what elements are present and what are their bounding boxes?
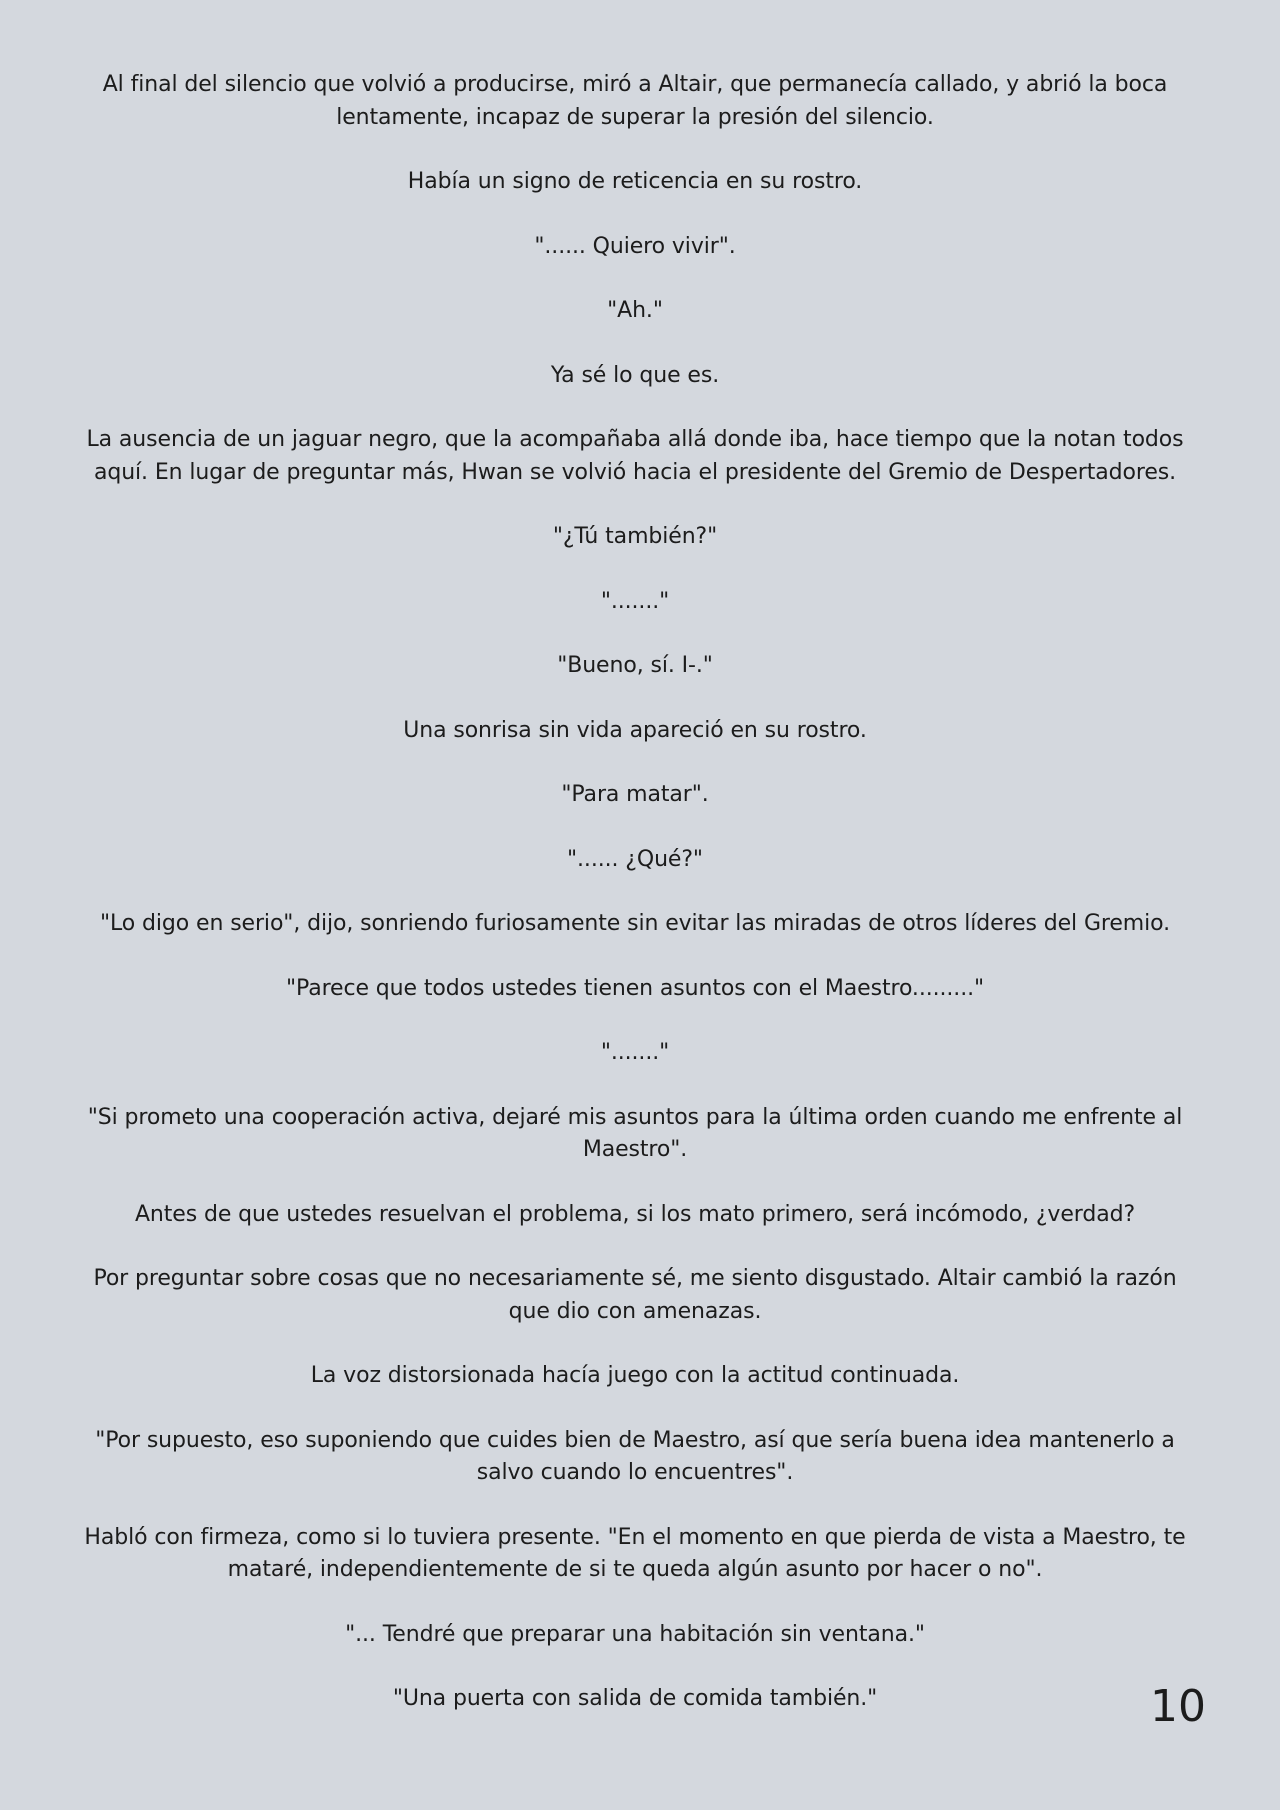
paragraph: "......." (600, 588, 670, 614)
paragraph: Por preguntar sobre cosas que no necesariamente sé, me siento disgustado. Altair cambió la razón que dio con amenazas. (93, 1266, 1177, 1324)
paragraph: "Parece que todos ustedes tienen asuntos con el Maestro........." (286, 975, 984, 1001)
paragraph: Una sonrisa sin vida apareció en su rostro. (403, 717, 867, 743)
paragraph: La ausencia de un jaguar negro, que la acompañaba allá donde iba, hace tiempo que la notan todos aquí. En lugar de preguntar más, Hwan se volvió hacia el presidente del Gremio de Despertadores. (86, 427, 1184, 485)
paragraph: "Lo digo en serio", dijo, sonriendo furiosamente sin evitar las miradas de otros líderes del Gremio. (99, 911, 1171, 936)
paragraph: La voz distorsionada hacía juego con la actitud continuada. (310, 1363, 960, 1388)
paragraph: "......." (600, 1040, 670, 1065)
paragraph: "... Tendré que preparar una habitación sin ventana." (345, 1621, 925, 1647)
paragraph: Antes de que ustedes resuelvan el problema, si los mato primero, será incómodo, ¿verdad? (134, 1201, 1136, 1227)
paragraph: "Si prometo una cooperación activa, dejaré mis asuntos para la última orden cuando me enfrente al Maestro". (87, 1104, 1183, 1162)
paragraph: "Bueno, sí. I-." (557, 653, 713, 678)
paragraph: Habló con firmeza, como si lo tuviera presente. "En el momento en que pierda de vista a Maestro, te mataré, independientemente de si te queda algún asunto por hacer o no". (84, 1524, 1186, 1582)
page-number: 10 (1150, 1681, 1206, 1732)
paragraph: Al final del silencio que volvió a producirse, miró a Altair, que permanecía callado, y abrió la boca lentamente, incapaz de superar la presión del silencio. (102, 72, 1168, 130)
paragraph: Ya sé lo que es. (550, 362, 720, 388)
paragraph: "¿Tú también?" (552, 524, 718, 549)
paragraph: "Para matar". (561, 782, 709, 807)
paragraph: "Una puerta con salida de comida también." (392, 1686, 878, 1711)
paragraph: "Ah." (607, 298, 663, 323)
page-body (80, 69, 1190, 1748)
paragraph: "...... Quiero vivir". (534, 233, 736, 259)
paragraph: "...... ¿Qué?" (567, 846, 703, 872)
paragraph: "Por supuesto, eso suponiendo que cuides bien de Maestro, así que sería buena idea mantenerlo a salvo cuando lo encuentres". (95, 1427, 1175, 1485)
paragraph: Había un signo de reticencia en su rostro. (407, 169, 863, 194)
